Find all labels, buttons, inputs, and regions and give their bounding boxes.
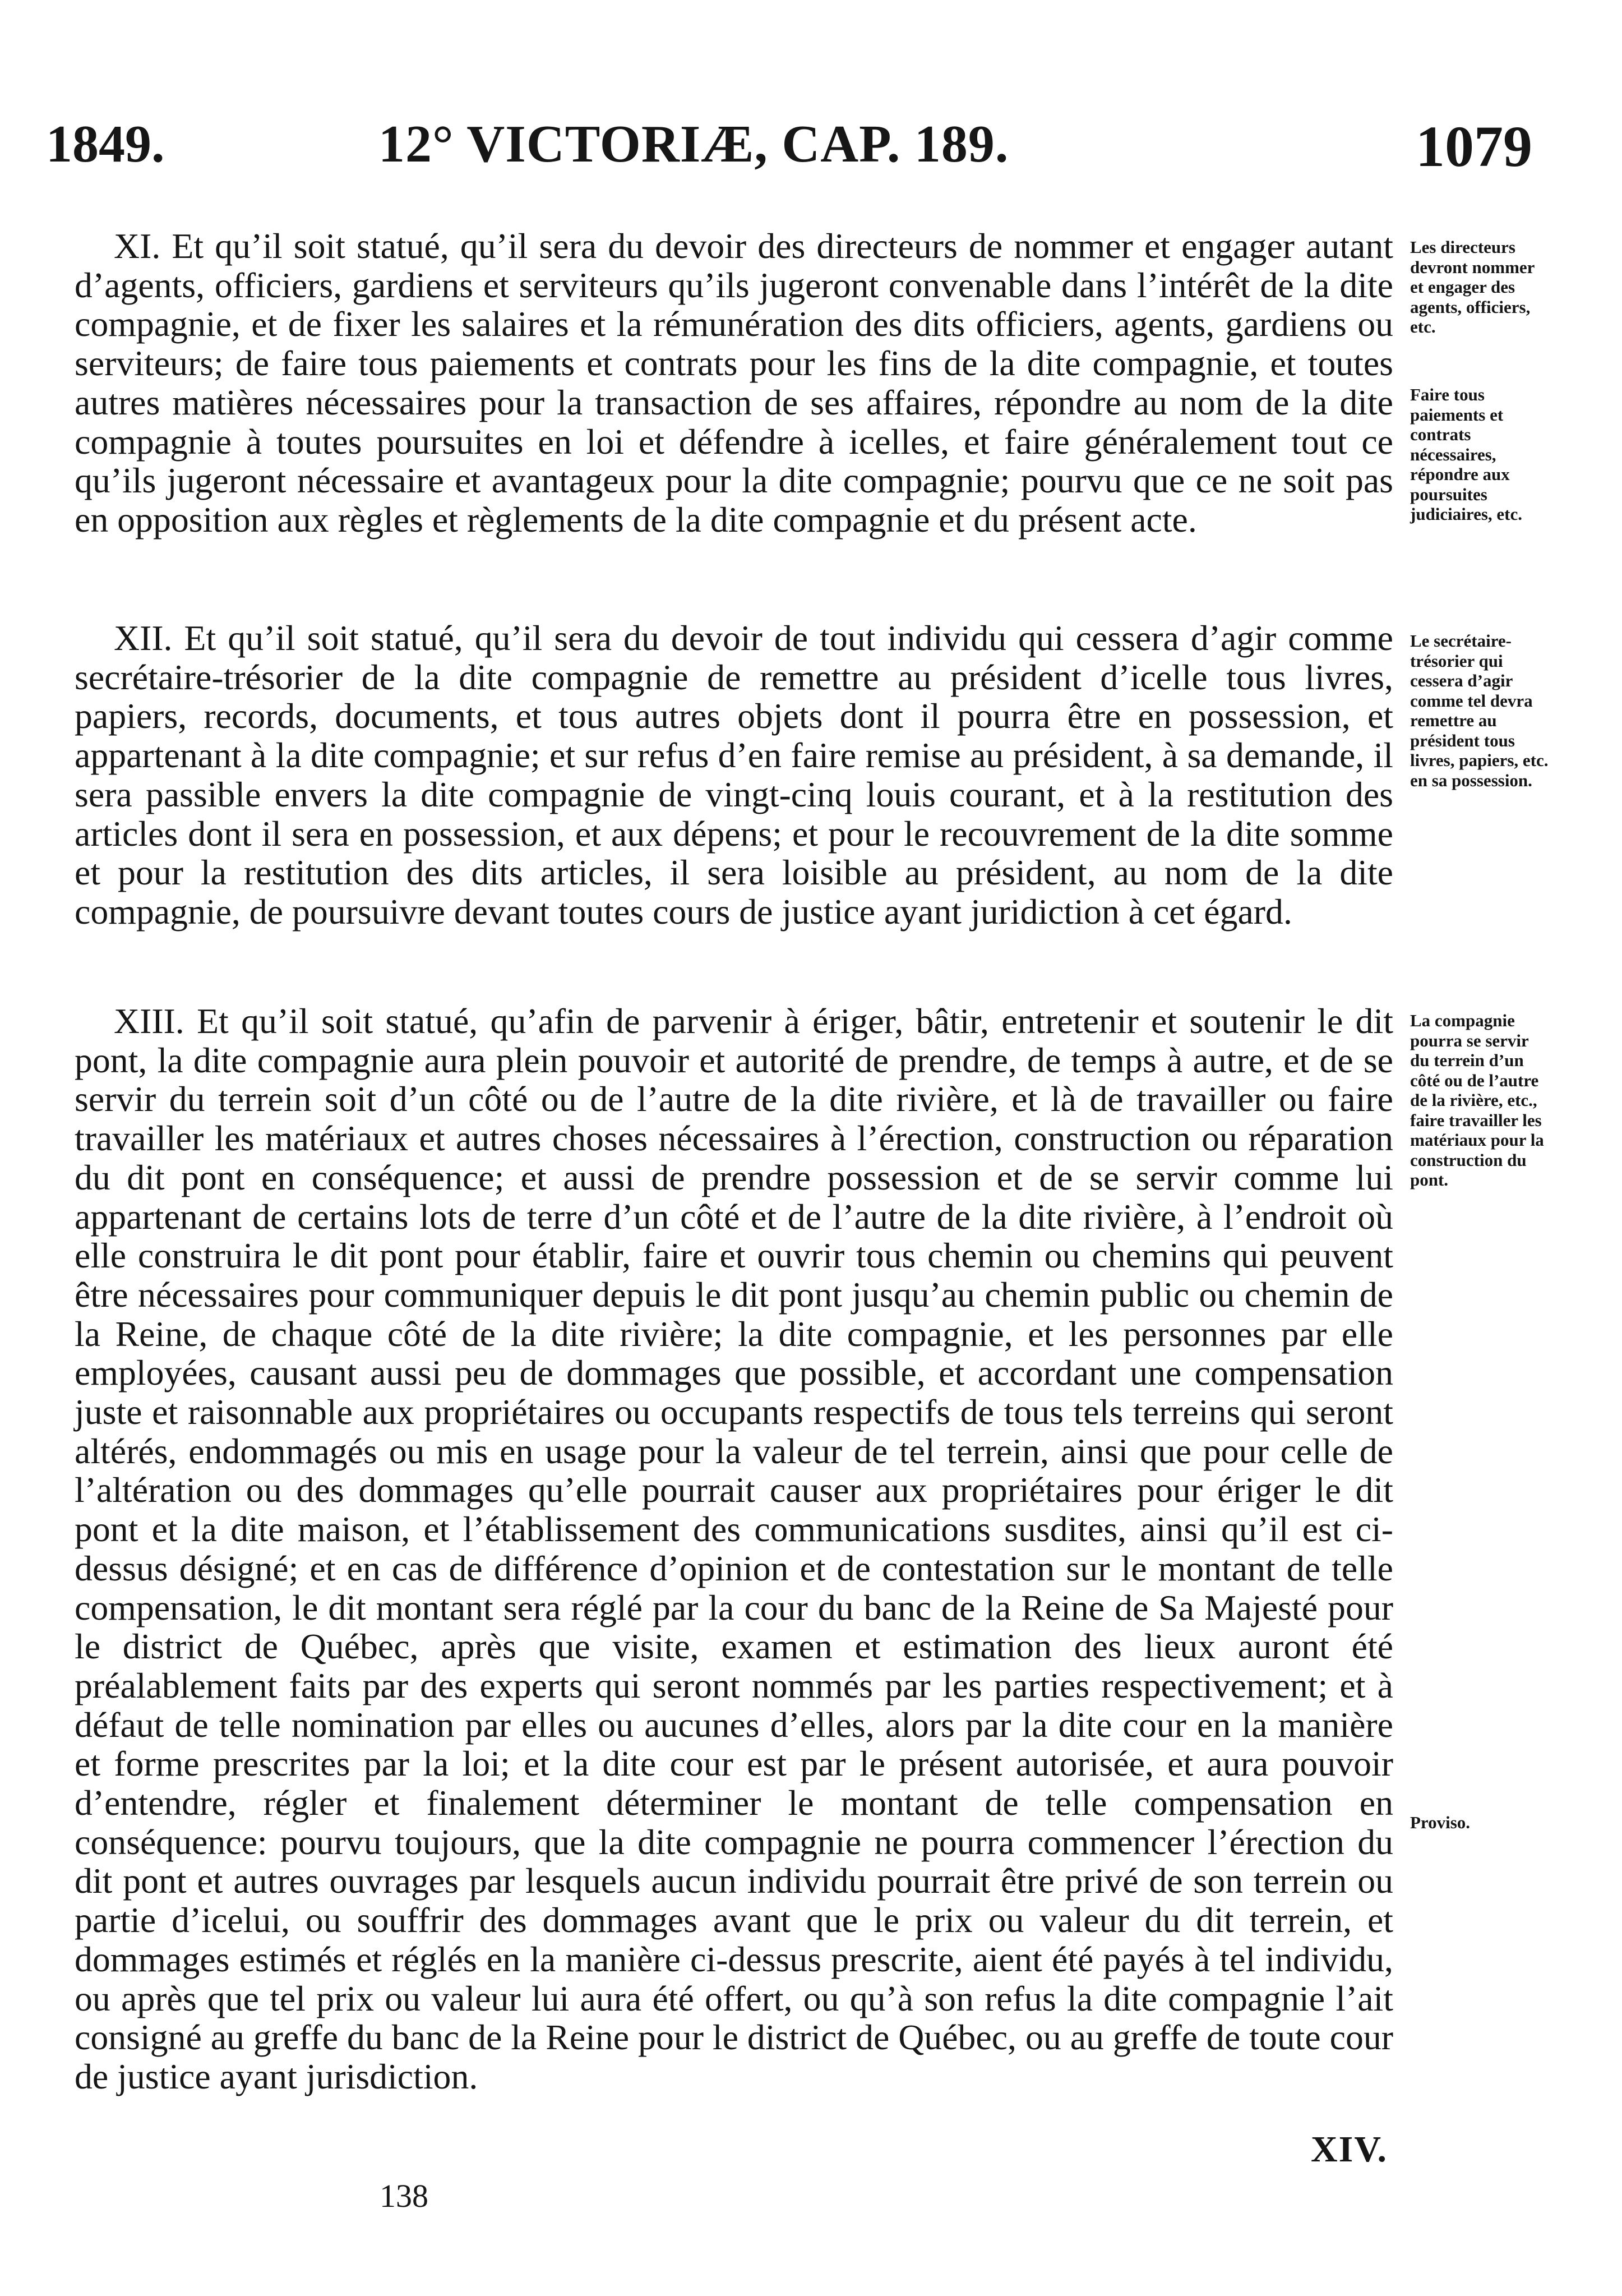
margin-note-paiements: Faire tous paiements et contrats nécessaires, répondre aux poursuites judiciaires, etc. <box>1410 385 1523 524</box>
section-xi-text: XI. Et qu’il soit statué, qu’il sera du devoir des directeurs de nommer et engager autant d’agents, officiers, gardiens et serviteurs qu’ils jugeront convenable dans l’intérêt de la dite compagnie, et de fixer les salaires et la rémunération des dits officiers, agents, gardiens ou serviteurs; de faire tous paiements et contrats pour les fins de la dite compagnie, et toutes autres matières nécessaires pour la transaction de ses affaires, répondre au nom de la dite compagnie à toutes poursuites en loi et défendre à icelles, et faire généralement tout ce qu’ils jugeront nécessaire et avantageux pour la dite compagnie; pourvu que ce ne soit pas en opposition aux règles et règlements de la dite compagnie et du présent acte. <box>75 226 1393 540</box>
margin-note-compagnie: La compagnie pourra se servir du terrein d’un côté ou de l’autre de la rivière, etc., faire travailler les matériaux pour la construction du pont. <box>1410 1011 1544 1190</box>
margin-note-proviso: Proviso. <box>1410 1813 1471 1832</box>
section-xiii-text: XIII. Et qu’il soit statué, qu’afin de parvenir à ériger, bâtir, entretenir et soutenir le dit pont, la dite compagnie aura plein pouvoir et autorité de prendre, de temps à autre, et de se servir du terrein soit d’un côté ou de l’autre de la dite rivière, et là de travailler ou faire travailler les matériaux et autres choses nécessaires à l’érection, construction ou réparation du dit pont en conséquence; et aussi de prendre possession et de se servir comme lui appartenant de certains lots de terre d’un côté et de l’autre de la dite rivière, à l’endroit où elle construira le dit pont pour établir, faire et ouvrir tous chemin ou chemins qui peuvent être nécessaires pour communiquer depuis le dit pont jusqu’au chemin public ou chemin de la Reine, de chaque côté de la dite rivière; la dite compagnie, et les personnes par elle employées, causant aussi peu de dommages que possible, et accordant une compensation juste et raisonnable aux propriétaires ou occupants respectifs de tous tels terreins qui seront altérés, endommagés ou mis en usage pour la valeur de tel terrein, ainsi que pour celle de l’altération ou des dommages qu’elle pourrait causer aux propriétaires pour ériger le dit pont et la dite maison, et l’établissement des communications susdites, ainsi qu’il est ci-dessus désigné; et en cas de différence d’opinion et de contestation sur le montant de telle compensation, le dit montant sera réglé par la cour du banc de la Reine de Sa Majesté pour le district de Québec, après que visite, examen et estimation des lieux auront été préalablement faits par des experts qui seront nommés par les parties respectivement; et à défaut de telle nomination par elles ou aucunes d’elles, alors par la dite cour en la manière et forme prescrites par la loi; et la dite cour est par le présent autorisée, et aura pouvoir d’entendre, régler et finalement déterminer le montant de telle compensation en conséquence: pourvu toujours, que la dite compagnie ne pourra commencer l’érection du dit pont et autres ouvrages par lesquels aucun individu pourrait être privé de son terrein ou partie d’icelui, ou souffrir des dommages avant que le prix ou valeur du dit terrein, et dommages estimés et réglés en la manière ci-dessus prescrite, aient été payés à tel individu, ou après que tel prix ou valeur lui aura été offert, ou qu’à son refus la dite compagnie l’ait consigné au greffe du banc de la Reine pour le district de Québec, ou au greffe de toute cour de justice ayant jurisdiction. <box>75 1001 1393 2096</box>
margin-note-secretaire: Le secrétaire-trésorier qui cessera d’agir comme tel devra remettre au président tous livres, papiers, etc. en sa possession. <box>1410 631 1549 790</box>
margin-note-directeurs: Les directeurs devront nommer et engager des agents, officiers, etc. <box>1410 237 1535 336</box>
running-header-title: 12° VICTORIÆ, CAP. 189. <box>378 115 1009 173</box>
running-header-year: 1849. <box>46 115 165 173</box>
section-xii-text: XII. Et qu’il soit statué, qu’il sera du devoir de tout individu qui cessera d’agir comme secrétaire-trésorier de la dite compagnie de remettre au président d’icelle tous livres, papiers, records, documents, et tous autres objets dont il pourra être en possession, et appartenant à la dite compagnie; et sur refus d’en faire remise au président, à sa demande, il sera passible envers la dite compagnie de vingt-cinq louis courant, et à la restitution des articles dont il sera en possession, et aux dépens; et pour le recouvrement de la dite somme et pour la restitution des dits articles, il sera loisible au président, au nom de la dite compagnie, de poursuivre devant toutes cours de justice ayant juridiction à cet égard. <box>75 618 1393 932</box>
catchword: XIV. <box>1311 2129 1388 2170</box>
signature-mark: 138 <box>380 2178 428 2214</box>
page-number: 1079 <box>1416 114 1532 179</box>
